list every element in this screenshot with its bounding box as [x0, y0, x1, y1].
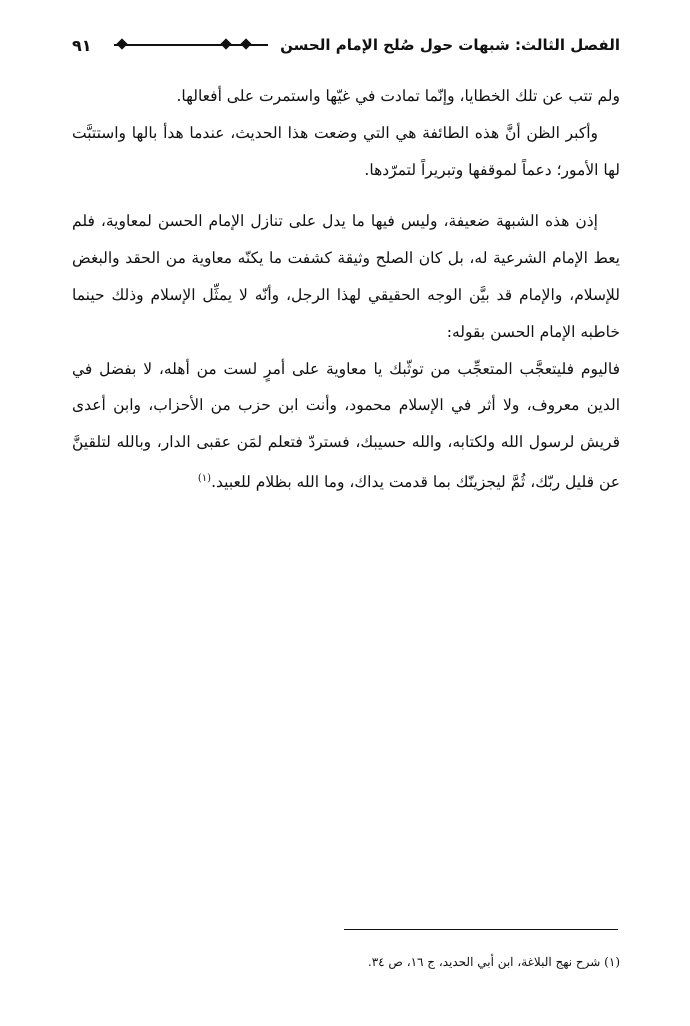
- running-header: [72, 30, 620, 60]
- chapter-title: الفصل الثالث: شبهات حول صُلح الإمام الحسن: [280, 36, 620, 54]
- quotation-text: فاليوم فليتعجَّب المتعجِّب من توثّبك يا معاوية على أمرٍ لست من أهله، لا بفضل في الدين معروف، ولا أثر في الإسلام محمود، وأنت ابن حزب من الأحزاب، وابن أعدى قريش لرسول الله ولكتابه، والله حسيبك، فستردّ فتعلم لمَن عقبى الدار، وبالله لتلقينَّ عن قليل ربّك، ثُمَّ ليجزينّك بما قدمت يداك، وما الله بظلام للعبيد.: [72, 359, 620, 492]
- ornament-diamond: [241, 38, 252, 49]
- paragraph: إذن هذه الشبهة ضعيفة، وليس فيها ما يدل على تنازل الإمام الحسن لمعاوية، فلم يعط الإمام الشرعية له، بل كان الصلح وثيقة كشفت ما يكنّه معاوية من الحقد والبغض للإسلام، والإمام قد بيَّن الوجه الحقيقي لهذا الرجل، وأنّه لا يمثِّل الإسلام وذلك حينما خاطبه الإمام الحسن بقوله:: [72, 212, 620, 341]
- paragraph: ولم تتب عن تلك الخطايا، وإنّما تمادت في غيّها واستمرت على أفعالها.: [176, 87, 620, 105]
- main-text: [72, 78, 620, 501]
- footnote-marker: (١): [197, 472, 212, 484]
- header-ornament: [114, 44, 269, 46]
- quotation-paragraph: [72, 351, 620, 501]
- ornament-diamond: [116, 38, 127, 49]
- footnote-divider: [344, 929, 618, 930]
- page-number: ٩١: [72, 35, 92, 55]
- paragraph: وأكبر الظن أنَّ هذه الطائفة هي التي وضعت هذا الحديث، عندما هدأ بالها واستتبَّت لها الأمور؛ دعماً لموقفها وتبريراً لتمرّدها.: [72, 123, 620, 179]
- ornament-diamond: [221, 38, 232, 49]
- footnote: (١) شرح نهج البلاغة، ابن أبي الحديد، ج ١٦، ص ٣٤.: [367, 955, 620, 969]
